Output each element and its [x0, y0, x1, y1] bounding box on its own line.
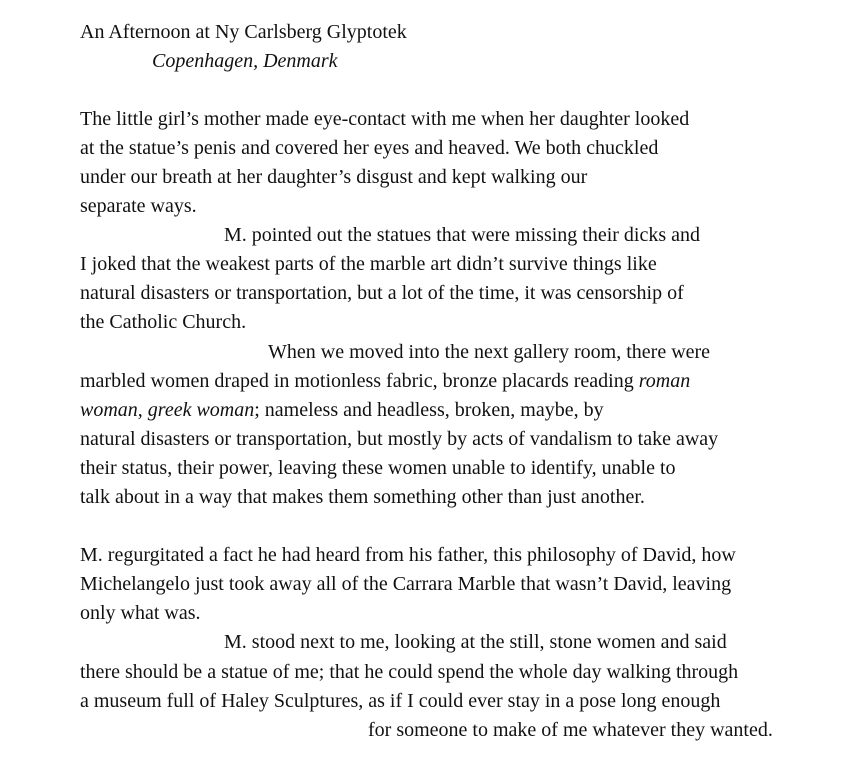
- poem-subtitle: Copenhagen, Denmark: [152, 50, 338, 72]
- poem-line: Michelangelo just took away all of the Carrara Marble that wasn’t David, leaving: [80, 573, 732, 595]
- poem-line: the Catholic Church.: [80, 311, 247, 333]
- poem-title: An Afternoon at Ny Carlsberg Glyptotek: [80, 21, 407, 43]
- poem-line: a museum full of Haley Sculptures, as if I could ever stay in a pose long enough: [80, 690, 721, 712]
- poem-line-text: marbled women draped in motionless fabric, bronze placards reading: [80, 370, 639, 392]
- poem-line-italic: woman, greek woman: [80, 399, 255, 421]
- poem-line: separate ways.: [80, 195, 197, 217]
- poem-line: M. stood next to me, looking at the still, stone women and said: [224, 631, 727, 653]
- poem-line: M. pointed out the statues that were missing their dicks and: [224, 224, 701, 246]
- poem-line: there should be a statue of me; that he could spend the whole day walking through: [80, 661, 739, 683]
- poem-line: natural disasters or transportation, but a lot of the time, it was censorship of: [80, 282, 684, 304]
- poem-line: M. regurgitated a fact he had heard from his father, this philosophy of David, how: [80, 544, 736, 566]
- poem-line: When we moved into the next gallery room, there were: [268, 341, 711, 363]
- poem-line-italic: roman: [638, 370, 691, 392]
- poem-line: their status, their power, leaving these women unable to identify, unable to: [80, 457, 676, 479]
- poem-line: natural disasters or transportation, but mostly by acts of vandalism to take away: [80, 428, 719, 450]
- poem-line: I joked that the weakest parts of the marble art didn’t survive things like: [80, 253, 657, 275]
- poem-line: [80, 396, 604, 425]
- poem-line: at the statue’s penis and covered her eyes and heaved. We both chuckled: [80, 137, 659, 159]
- poem-line: for someone to make of me whatever they wanted.: [368, 719, 773, 741]
- poem-line: The little girl’s mother made eye-contact with me when her daughter looked: [80, 108, 690, 130]
- poem-line: only what was.: [80, 602, 201, 624]
- poem-line: [80, 367, 690, 396]
- poem-line-text: ; nameless and headless, broken, maybe, by: [254, 399, 604, 421]
- poem-line: talk about in a way that makes them something other than just another.: [80, 486, 645, 508]
- poem-line: under our breath at her daughter’s disgust and kept walking our: [80, 166, 588, 188]
